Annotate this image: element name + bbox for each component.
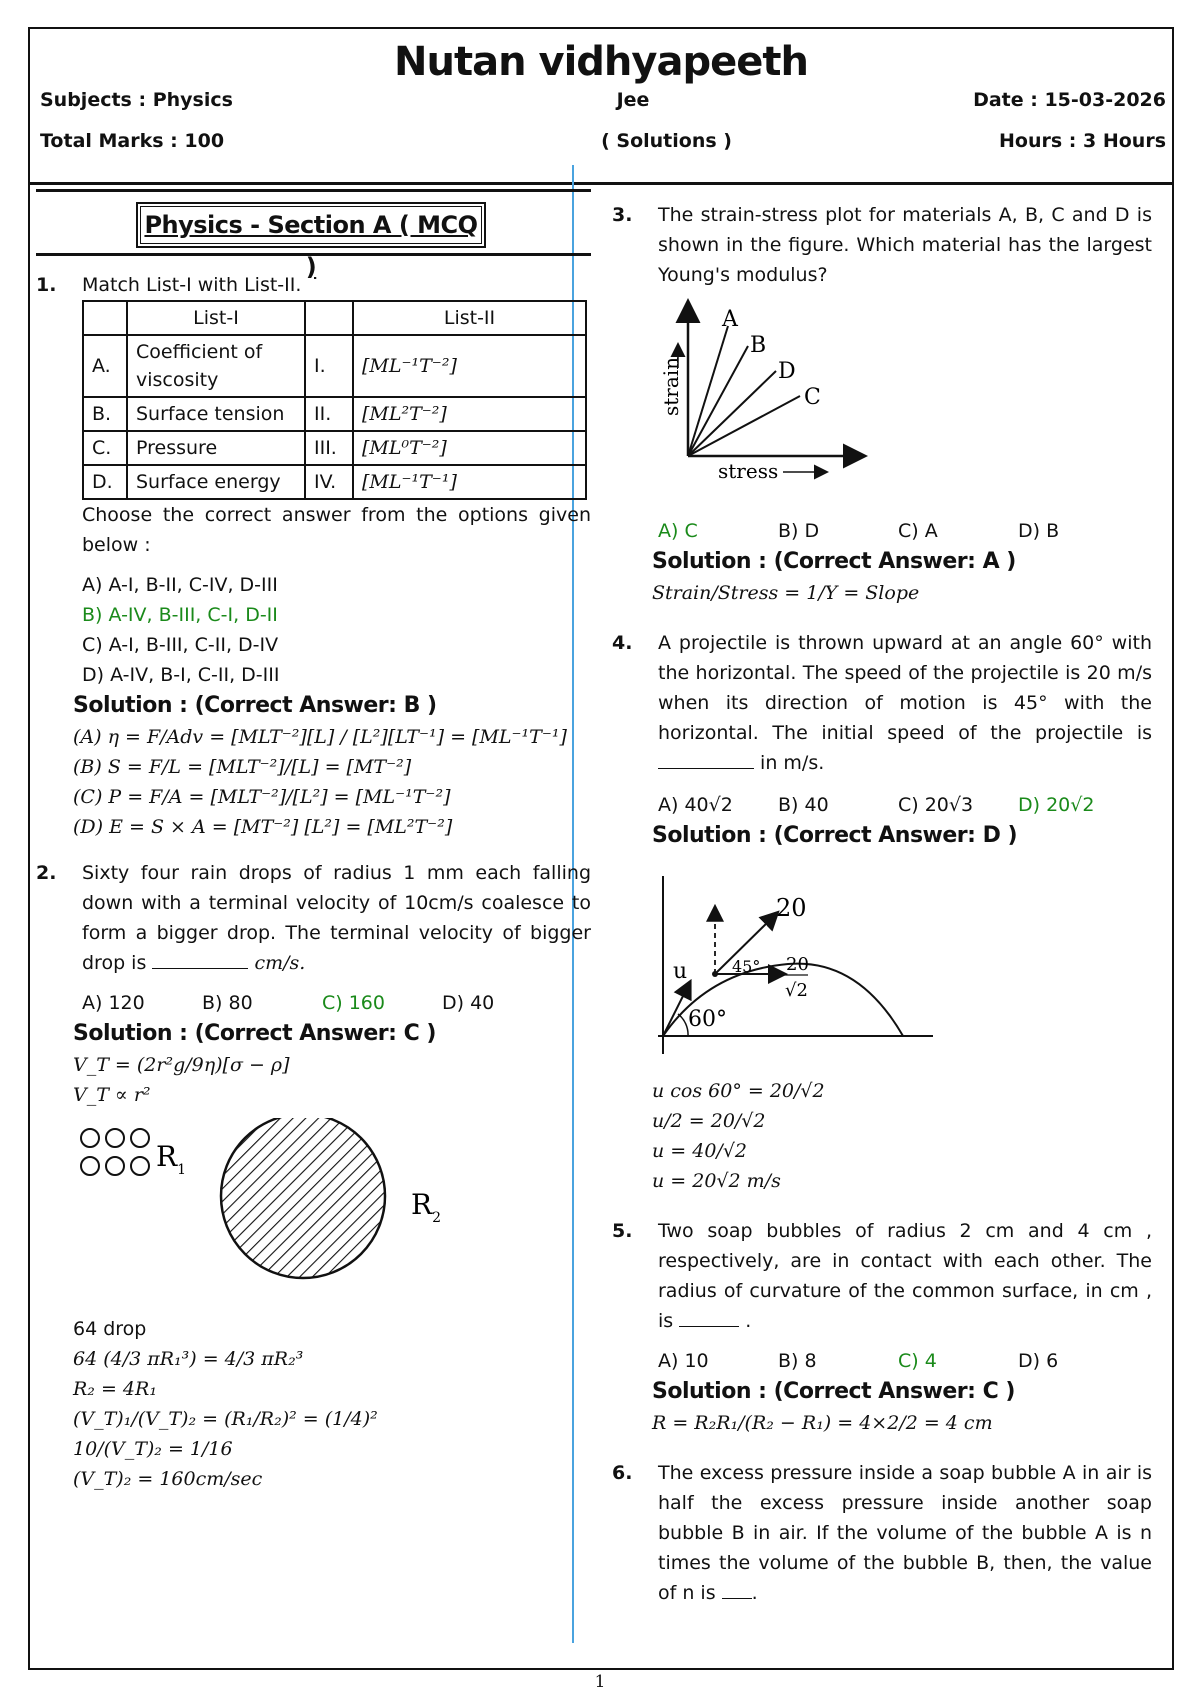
- question-number: 1.: [36, 274, 57, 296]
- option-b[interactable]: B) 40: [778, 794, 829, 816]
- solution-step: R₂ = 4R₁: [73, 1378, 157, 1400]
- right-column: [612, 200, 1152, 1608]
- answer-blank: [658, 751, 754, 769]
- answer-blank: [722, 1581, 752, 1599]
- table-cell: A.: [83, 335, 127, 397]
- table-cell: [83, 301, 127, 335]
- solution-step: u = 40/√2: [652, 1140, 748, 1162]
- solution-step: u cos 60° = 20/√2: [652, 1080, 825, 1102]
- solution-step: 64 (4/3 πR₁³) = 4/3 πR₂³: [73, 1348, 304, 1370]
- solution-step: Strain/Stress = 1/Y = Slope: [652, 582, 920, 604]
- angle-60-arc: [678, 1014, 688, 1036]
- options-row: [658, 790, 1152, 820]
- r2-label: $R_2$: [411, 1188, 442, 1226]
- component-denominator: √2: [785, 980, 808, 1001]
- option-d[interactable]: D) B: [1018, 520, 1060, 542]
- solution-step: V_T ∝ r²: [73, 1084, 151, 1106]
- option-b[interactable]: B) 80: [202, 992, 253, 1014]
- solution-heading: Solution : (Correct Answer: C ): [652, 1379, 1015, 1404]
- option-d[interactable]: D) 40: [442, 992, 495, 1014]
- label-b: B: [750, 333, 767, 358]
- velocity-label: 20: [776, 894, 807, 922]
- school-name: Nutan vidhyapeeth: [394, 39, 808, 85]
- answer-blank: [152, 951, 248, 969]
- option-c[interactable]: C) 20√3: [898, 794, 974, 816]
- question-text: The strain-stress plot for materials A, B, C and D is shown in the figure. Which material has the largest Young's modulus?: [658, 204, 1152, 286]
- option-a[interactable]: A) 10: [658, 1350, 709, 1372]
- solution-step: u = 20√2 m/s: [652, 1170, 781, 1192]
- small-drops: [81, 1129, 149, 1175]
- section-title: Physics - Section A ( MCQ ): [136, 202, 486, 248]
- question-number: 4.: [612, 632, 633, 654]
- option-a[interactable]: A) 40√2: [658, 794, 733, 816]
- page-number: 1: [594, 1672, 606, 1692]
- header-row-2: [40, 130, 1166, 152]
- table-header: List-I: [127, 301, 305, 335]
- subject-label: Subjects : Physics: [40, 89, 233, 111]
- table-cell: Surface energy: [127, 465, 305, 499]
- table-cell: I.: [305, 335, 353, 397]
- header-row-1: [40, 89, 1166, 111]
- u-label: u: [673, 959, 688, 984]
- option-c[interactable]: C) 160: [322, 992, 385, 1014]
- label-c: C: [804, 385, 821, 410]
- strain-stress-plot: [658, 296, 888, 496]
- table-cell: IV.: [305, 465, 353, 499]
- solutions-label: ( Solutions ): [601, 130, 732, 152]
- option-d[interactable]: D) 6: [1018, 1350, 1059, 1372]
- table-cell: Pressure: [127, 431, 305, 465]
- table-cell: [305, 301, 353, 335]
- solution-step: 64 drop: [73, 1318, 147, 1340]
- option-d[interactable]: D) A-IV, B-I, C-II, D-III: [82, 664, 280, 686]
- question-text: [82, 858, 591, 978]
- point-marker: [712, 971, 718, 977]
- option-a[interactable]: A) 120: [82, 992, 145, 1014]
- question-6: [612, 1458, 1152, 1608]
- table-row: [83, 431, 586, 465]
- question-body: A projectile is thrown upward at an angle 60° with the horizontal. The speed of the projectile is 20 m/s when its direction of motion is 45° with the horizontal. The initial speed of the projectile is: [658, 632, 1152, 744]
- material-lines: [688, 326, 800, 456]
- table-cell: [ML²T⁻²]: [353, 397, 586, 431]
- solution-step: (D) E = S × A = [MT⁻²] [L²] = [ML²T⁻²]: [73, 816, 453, 838]
- table-row: [83, 335, 586, 397]
- question-3: [612, 200, 1152, 290]
- table-cell: [ML⁰T⁻²]: [353, 431, 586, 465]
- x-axis-label: stress: [718, 459, 779, 483]
- question-text: [658, 628, 1152, 778]
- solution-step: (V_T)₁/(V_T)₂ = (R₁/R₂)² = (1/4)²: [73, 1408, 378, 1430]
- option-a[interactable]: [658, 516, 778, 546]
- solution-step: (B) S = F/L = [MLT⁻²]/[L] = [MT⁻²]: [73, 756, 412, 778]
- question-text: Match List-I with List-II.: [82, 274, 302, 296]
- table-cell: [ML⁻¹T⁻²]: [353, 335, 586, 397]
- option-b[interactable]: B) 8: [778, 1350, 817, 1372]
- option-c[interactable]: C) A-I, B-III, C-II, D-IV: [82, 634, 279, 656]
- question-text: The excess pressure inside a soap bubble A in air is half the excess pressure inside another soap bubble B in air. If the volume of the bubble A is n times the volume of the bubble B, then, the value of n is .: [658, 1462, 1152, 1604]
- unit-text: in m/s.: [760, 752, 825, 774]
- solution-step: 10/(V_T)₂ = 1/16: [73, 1438, 233, 1460]
- answer-blank: [679, 1309, 739, 1327]
- option-a[interactable]: A) A-I, B-II, C-IV, D-III: [82, 574, 278, 596]
- table-cell: Surface tension: [127, 397, 305, 431]
- match-table: [82, 300, 587, 500]
- options-row: [82, 988, 591, 1018]
- solution-step: (V_T)₂ = 160cm/sec: [73, 1468, 263, 1490]
- label-a: A: [722, 307, 738, 332]
- label-d: D: [778, 359, 796, 384]
- drops-diagram: [76, 1118, 476, 1308]
- table-cell: D.: [83, 465, 127, 499]
- marks-label: Total Marks : 100: [40, 130, 225, 152]
- question-number: 6.: [612, 1462, 633, 1484]
- left-column: [36, 173, 591, 1494]
- question-number: 5.: [612, 1220, 633, 1242]
- instruction-text: Choose the correct answer from the options given below :: [82, 504, 591, 556]
- big-drop: [221, 1118, 385, 1278]
- date-label: Date : 15-03-2026: [973, 89, 1166, 111]
- question-body: The excess pressure inside a soap bubble A in air is half the excess pressure inside another soap bubble B in air. If the volume of the bubble A is n times the volume of the bubble B, then, the value of n is: [658, 1462, 1152, 1604]
- solution-heading: Solution : (Correct Answer: A ): [652, 549, 1016, 574]
- option-a-label: A) C: [658, 520, 698, 542]
- table-cell: [ML⁻¹T⁻¹]: [353, 465, 586, 499]
- solution-step: R = R₂R₁/(R₂ − R₁) = 4×2/2 = 4 cm: [652, 1412, 993, 1434]
- solution-heading: Solution : (Correct Answer: C ): [73, 1021, 436, 1046]
- solution-step: u/2 = 20/√2: [652, 1110, 766, 1132]
- hours-label: Hours : 3 Hours: [999, 130, 1166, 152]
- solution-heading: Solution : (Correct Answer: B ): [73, 693, 437, 718]
- solution-step: (A) η = F/Adv = [MLT⁻²][L] / [L²][LT⁻¹] = [ML⁻¹T⁻¹]: [73, 726, 567, 748]
- component-numerator: 20: [786, 954, 809, 975]
- option-c[interactable]: C) 4: [898, 1350, 937, 1372]
- table-cell: B.: [83, 397, 127, 431]
- projectile-diagram: [648, 876, 948, 1066]
- options-row: [658, 516, 1152, 546]
- question-number: 3.: [612, 204, 633, 226]
- table-row: [83, 465, 586, 499]
- options-row: [658, 1346, 1152, 1376]
- question-number: 2.: [36, 862, 57, 884]
- question-body: Sixty four rain drops of radius 1 mm each falling down with a terminal velocity of 10cm/s coalesce to form a bigger drop. The terminal velocity of bigger drop is: [82, 862, 591, 974]
- question-2: [36, 858, 591, 978]
- choose-text: [36, 500, 591, 560]
- angle-60-label: 60°: [688, 1007, 727, 1032]
- angle-45-label: 45°: [732, 957, 761, 976]
- y-axis-label: strain: [659, 356, 683, 416]
- table-cell: C.: [83, 431, 127, 465]
- option-b[interactable]: B) D: [778, 520, 820, 542]
- r1-label: $R_1$: [156, 1140, 187, 1178]
- question-4: [612, 628, 1152, 778]
- question-body: Two soap bubbles of radius 2 cm and 4 cm , respectively, are in contact with each other. The radius of curvature of the common surface, in cm , is: [658, 1220, 1152, 1332]
- solution-heading: Solution : (Correct Answer: D ): [652, 823, 1018, 848]
- solution-step: V_T = (2r²g/9η)[σ − ρ]: [73, 1054, 290, 1076]
- option-d[interactable]: D) 20√2: [1018, 794, 1095, 816]
- table-row: [83, 397, 586, 431]
- table-header: List-II: [353, 301, 586, 335]
- question-1: [36, 270, 591, 300]
- table-cell: Coefficient of viscosity: [127, 335, 305, 397]
- table-cell: II.: [305, 397, 353, 431]
- section-header: [36, 189, 591, 281]
- solution-step: (C) P = F/A = [MLT⁻²]/[L²] = [ML⁻¹T⁻²]: [73, 786, 451, 808]
- question-5: [612, 1216, 1152, 1336]
- option-c[interactable]: C) A: [898, 520, 938, 542]
- option-b[interactable]: B) A-IV, B-III, C-I, D-II: [82, 604, 278, 626]
- unit-text: cm/s.: [254, 952, 306, 974]
- table-cell: III.: [305, 431, 353, 465]
- options-list: [82, 570, 591, 690]
- exam-label: Jee: [616, 89, 650, 111]
- question-text: Two soap bubbles of radius 2 cm and 4 cm , respectively, are in contact with each other. The radius of curvature of the common surface, in cm , is .: [658, 1220, 1152, 1332]
